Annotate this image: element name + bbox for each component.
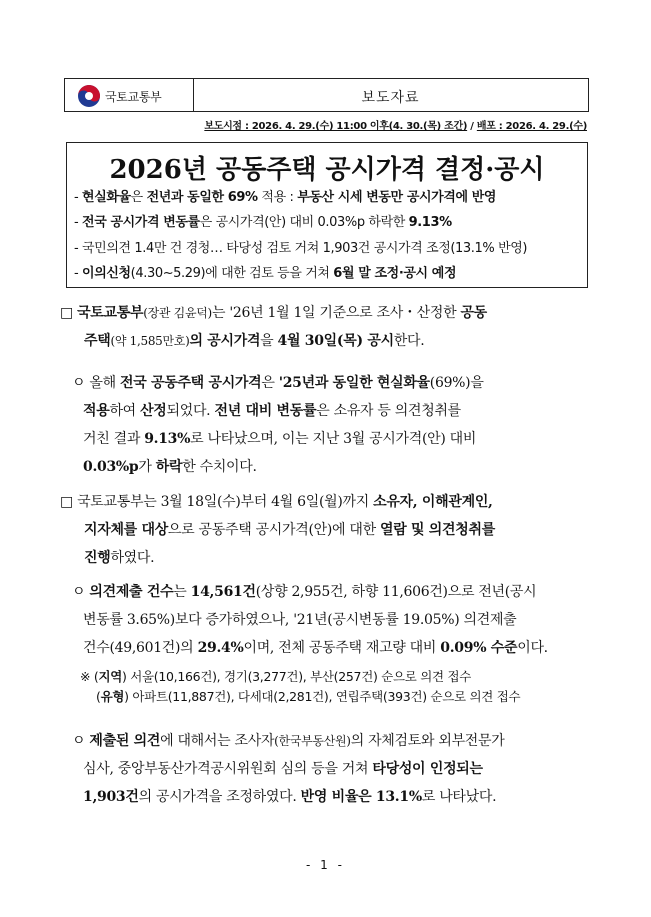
ministry-logo-cell (65, 79, 194, 111)
press-header (64, 78, 589, 112)
taegeuk-logo-icon (77, 84, 101, 108)
summary-line-3: - 국민의견 1.4만 건 경청… 타당성 검토 거쳐 1,903건 공시가격 조정(13.1% 반영) (74, 241, 528, 256)
note-line-region: ※ (지역) 서울(10,166건), 경기(3,277건), 부산(257건) 순으로 의견 접수 (80, 669, 472, 684)
summary-line-2: - 전국 공시가격 변동률은 공시가격(안) 대비 0.03%p 하락한 9.13% (74, 215, 452, 230)
paragraph-adjustment (72, 727, 612, 811)
paragraph-announcement (60, 299, 600, 355)
text-line: 심사, 중앙부동산가격공시위원회 심의 등을 거쳐 타당성이 인정되는 (83, 761, 483, 777)
page-title: 2026년 공동주택 공시가격 결정·공시 (109, 155, 545, 185)
summary-line-1: - 현실화율은 전년과 동일한 69% 적용 : 부동산 시세 변동만 공시가격에 반영 (74, 190, 497, 205)
ministry-name: 국토교통부 (105, 90, 162, 104)
summary-line-4: - 이의신청(4.30~5.29)에 대한 검토 등을 거쳐 6월 말 조정·공시 예정 (74, 266, 457, 281)
distribution-date: 배포 : 2026. 4. 29.(수) (476, 121, 587, 132)
text-line: ㅇ 올해 전국 공동주택 공시가격은 '25년과 동일한 현실화율(69%)을 (72, 375, 484, 391)
text-line: 변동률 3.65%)보다 증가하였으나, '21년(공시변동률 19.05%) 의견제출 (83, 612, 517, 628)
text-line: ㅇ 의견제출 건수는 14,561건(상향 2,955건, 하향 11,606건)으로 전년(공시 (72, 584, 537, 600)
title-box (66, 142, 588, 288)
text-line: 거친 결과 9.13%로 나타났으며, 이는 지난 3월 공시가격(안) 대비 (83, 431, 477, 447)
embargo-time: 보도시점 : 2026. 4. 29.(수) 11:00 이후(4. 30.(목) 조간) (204, 121, 468, 132)
text-line: □ 국토교통부는 3월 18일(수)부터 4월 6일(월)까지 소유자, 이해관계인, (60, 494, 493, 510)
text-line: 지자체를 대상으로 공동주택 공시가격(안)에 대한 열람 및 의견청취를 (84, 522, 495, 538)
date-separator: / (467, 121, 477, 132)
text-line: 적용하여 산정되었다. 전년 대비 변동률은 소유자 등 의견청취를 (83, 403, 461, 419)
page-number: - 1 - (306, 858, 345, 872)
text-line: 주택(약 1,585만호)의 공시가격을 4월 30일(목) 공시한다. (84, 333, 425, 349)
doc-type: 보도자료 (361, 90, 420, 106)
note-breakdown (80, 667, 520, 707)
text-line: 0.03%p가 하락한 수치이다. (83, 459, 257, 475)
text-line: 건수(49,601건)의 29.4%이며, 전체 공동주택 재고량 대비 0.09% 수준이다. (83, 640, 548, 656)
paragraph-realization-rate (72, 369, 612, 481)
text-line: 진행하였다. (84, 550, 155, 566)
text-line: 1,903건의 공시가격을 조정하였다. 반영 비율은 13.1%로 나타났다. (83, 789, 497, 805)
release-date (204, 117, 587, 132)
paragraph-opinion-count (72, 578, 612, 662)
paragraph-opinion-hearing (60, 488, 600, 572)
note-line-type: (유형) 아파트(11,887건), 다세대(2,281건), 연립주택(393건) 순으로 의견 접수 (96, 689, 521, 704)
text-line: □ 국토교통부(장관 김윤덕)는 '26년 1월 1일 기준으로 조사・산정한 공동 (60, 305, 487, 321)
text-line: ㅇ 제출된 의견에 대해서는 조사자(한국부동산원)의 자체검토와 외부전문가 (72, 733, 505, 749)
